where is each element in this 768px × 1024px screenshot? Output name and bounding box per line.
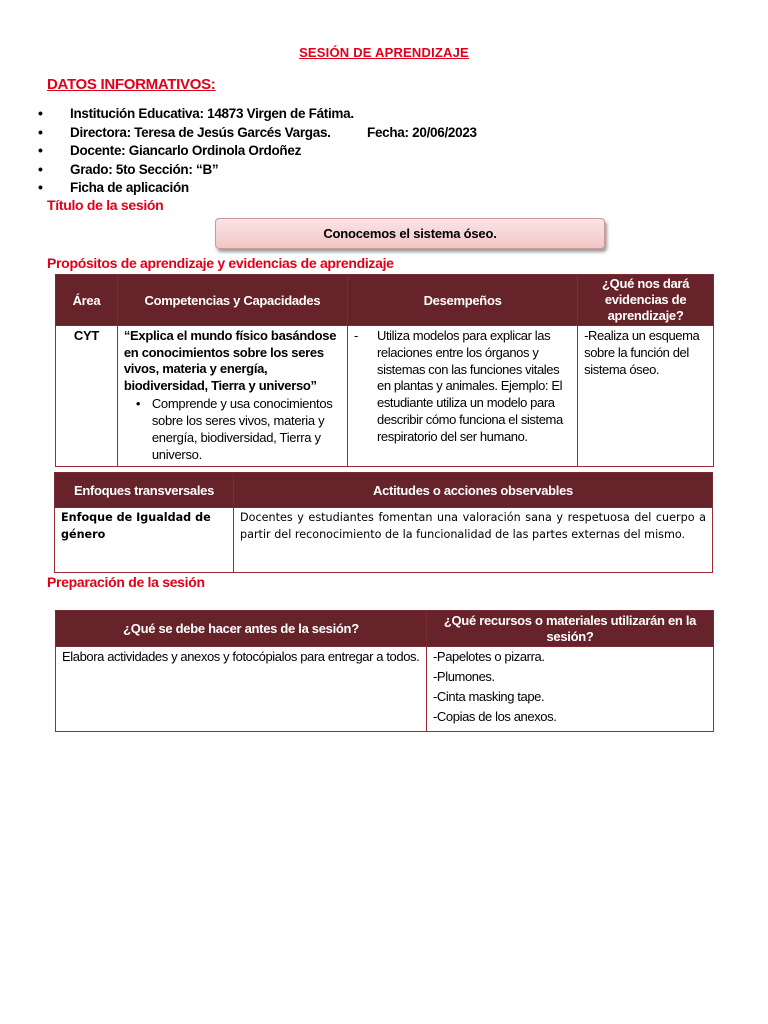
grado-seccion: Grado: 5to Sección: “B” — [70, 161, 219, 177]
directora: Directora: Teresa de Jesús Garcés Vargas. — [70, 124, 331, 140]
list-item: -Copias de los anexos. — [433, 709, 557, 724]
table-header: Área — [56, 275, 118, 326]
competencia-text: “Explica el mundo físico basándose en conocimientos sobre los seres vivos, materia y energía, biodiversidad, Tierra y universo” — [123, 328, 337, 393]
list-item — [38, 180, 738, 199]
recursos-cell — [427, 647, 714, 732]
document-title: SESIÓN DE APRENDIZAJE — [299, 45, 469, 60]
list-item: -Papelotes o pizarra. — [433, 649, 545, 664]
table-header: Desempeños — [347, 275, 577, 326]
list-item — [38, 125, 738, 144]
table-header: ¿Qué se debe hacer antes de la sesión? — [56, 611, 427, 647]
list-item — [38, 162, 738, 181]
list-item — [38, 143, 738, 162]
capacidades-list — [124, 396, 341, 463]
fecha: Fecha: 20/06/2023 — [367, 124, 477, 140]
list-item — [38, 106, 738, 125]
table-header: ¿Qué recursos o materiales utilizarán en la sesión? — [427, 611, 714, 647]
list-item: -Cinta masking tape. — [433, 689, 545, 704]
enfoques-table — [54, 472, 713, 573]
preparacion-table — [55, 610, 714, 732]
evidencia-cell: -Realiza un esquema sobre la función del sistema óseo. — [578, 326, 714, 467]
preparacion-label: Preparación de la sesión — [47, 574, 205, 590]
info-list — [38, 106, 738, 199]
table-header: Enfoques transversales — [55, 473, 234, 508]
area-cell: CYT — [56, 326, 118, 467]
propositos-label: Propósitos de aprendizaje y evidencias de aprendizaje — [47, 255, 394, 271]
antes-cell: Elabora actividades y anexos y fotocópialos para entregar a todos. — [56, 647, 427, 732]
competencias-cell — [117, 326, 347, 467]
desempeno-text: Utiliza modelos para explicar las relaciones entre los órganos y sistemas con las funciones vitales en plantas y animales. Ejemplo: El estudiante utiliza un modelo para describir cómo funciona el sistema respiratorio del ser humano. — [376, 328, 563, 444]
table-row — [56, 326, 714, 467]
institucion: Institución Educativa: 14873 Virgen de Fátima. — [70, 106, 354, 121]
enfoque-cell: Enfoque de Igualdad de género — [55, 508, 234, 573]
table-header: Competencias y Capacidades — [117, 275, 347, 326]
desempenos-cell — [347, 326, 577, 467]
dash-marker: - — [353, 328, 358, 343]
ficha: Ficha de aplicación — [70, 180, 189, 195]
capacidad-item: • Comprende y usa conocimientos sobre los seres vivos, materia y energía, biodiversidad, Tierra y universo. — [124, 396, 341, 463]
actitud-cell: Docentes y estudiantes fomentan una valoración sana y respetuosa del cuerpo a partir del reconocimiento de la funcionalidad de las partes externas del mismo. — [234, 508, 713, 573]
datos-informativos-heading: DATOS INFORMATIVOS: — [47, 76, 216, 93]
list-item: -Plumones. — [433, 669, 495, 684]
titulo-sesion-label: Título de la sesión — [47, 197, 164, 213]
table-header: ¿Qué nos dará evidencias de aprendizaje? — [578, 275, 714, 326]
docente: Docente: Giancarlo Ordinola Ordoñez — [70, 143, 302, 158]
table-row — [56, 647, 714, 732]
session-title-box: Conocemos el sistema óseo. — [215, 218, 605, 249]
propositos-table — [55, 274, 714, 467]
table-row — [55, 508, 713, 573]
table-header: Actitudes o acciones observables — [234, 473, 713, 508]
